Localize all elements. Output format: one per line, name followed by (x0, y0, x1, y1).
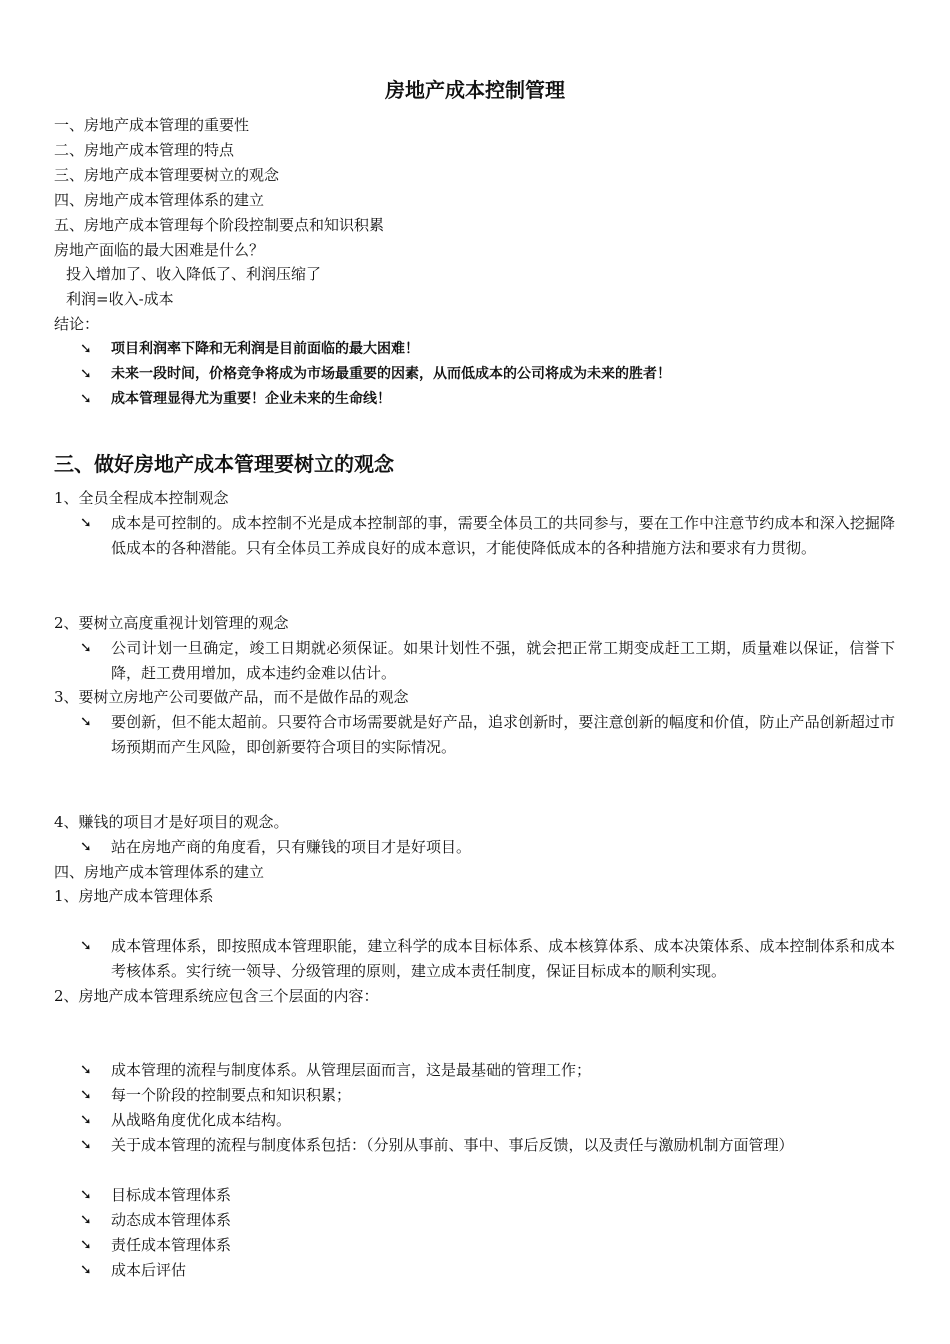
list-text: 从战略角度优化成本结构。 (111, 1111, 292, 1129)
answer-line-1: 投入增加了、收入降低了、利润压缩了 (66, 265, 322, 283)
conclusion-text: 成本管理显得尤为重要！企业未来的生命线！ (111, 391, 391, 407)
paragraph-text: 站在房地产商的角度看，只有赚钱的项目才是好项目。 (111, 838, 472, 856)
bullet-4-2-1 (80, 1058, 895, 1083)
arrow-bullet-icon: ➘ (80, 1112, 92, 1128)
arrow-bullet-icon: ➘ (80, 1137, 92, 1153)
arrow-bullet-icon: ➘ (80, 1062, 92, 1078)
list-text: 动态成本管理体系 (111, 1211, 232, 1229)
toc-item-3: 三、房地产成本管理要树立的观念 (54, 166, 280, 184)
paragraph-text: 成本管理体系，即按照成本管理职能，建立科学的成本目标体系、成本核算体系、成本决策体系、成本控制体系和成本考核体系。实行统一领导、分级管理的原则，建立成本责任制度，保证目标成本的顺利实现。 (111, 937, 895, 980)
subsection-4-2: 2、房地产成本管理系统应包含三个层面的内容： (54, 987, 379, 1005)
bullet-4-2-2 (80, 1083, 895, 1108)
system-item-3 (80, 1233, 895, 1258)
subsection-3-3: 3、要树立房地产公司要做产品，而不是做作品的观念 (54, 688, 409, 706)
conclusion-item-3 (80, 387, 895, 412)
conclusion-item-1 (80, 337, 895, 362)
toc-item-5: 五、房地产成本管理每个阶段控制要点和知识积累 (54, 216, 385, 234)
list-text: 成本后评估 (111, 1261, 187, 1279)
arrow-bullet-icon: ➘ (80, 1087, 92, 1103)
answer-line-2: 利润=收入-成本 (66, 290, 174, 308)
system-item-2 (80, 1208, 895, 1233)
paragraph-text: 成本是可控制的。成本控制不光是成本控制部的事，需要全体员工的共同参与，要在工作中注意节约成本和深入挖掘降低成本的各种潜能。只有全体员工养成良好的成本意识，才能使降低成本的各种措施方法和要求有力贯彻。 (111, 514, 895, 557)
subsection-4-1: 1、房地产成本管理体系 (54, 887, 214, 905)
bullet-3-3 (80, 710, 895, 760)
arrow-bullet-icon: ➘ (80, 1187, 92, 1203)
arrow-bullet-icon: ➘ (80, 1262, 92, 1278)
arrow-bullet-icon: ➘ (80, 341, 92, 357)
toc-item-4: 四、房地产成本管理体系的建立 (54, 191, 265, 209)
bullet-3-4 (80, 835, 895, 860)
paragraph-text: 公司计划一旦确定，竣工日期就必须保证。如果计划性不强，就会把正常工期变成赶工工期，质量难以保证，信誉下降，赶工费用增加，成本违约金难以估计。 (111, 639, 895, 682)
arrow-bullet-icon: ➘ (80, 839, 92, 855)
toc-item-1: 一、房地产成本管理的重要性 (54, 116, 250, 134)
list-text: 每一个阶段的控制要点和知识积累； (111, 1086, 352, 1104)
list-text: 目标成本管理体系 (111, 1186, 232, 1204)
subsection-3-1: 1、全员全程成本控制观念 (54, 489, 229, 507)
arrow-bullet-icon: ➘ (80, 366, 92, 382)
bullet-4-2-3 (80, 1108, 895, 1133)
conclusion-text: 未来一段时间，价格竞争将成为市场最重要的因素，从而低成本的公司将成为未来的胜者！ (111, 366, 671, 382)
arrow-bullet-icon: ➘ (80, 640, 92, 656)
paragraph-text: 要创新，但不能太超前。只要符合市场需要就是好产品，追求创新时，要注意创新的幅度和价值，防止产品创新超过市场预期而产生风险，即创新要符合项目的实际情况。 (111, 713, 895, 756)
arrow-bullet-icon: ➘ (80, 714, 92, 730)
bullet-4-2-4 (80, 1133, 895, 1158)
system-item-1 (80, 1183, 895, 1208)
list-text: 责任成本管理体系 (111, 1236, 232, 1254)
arrow-bullet-icon: ➘ (80, 938, 92, 954)
system-item-4 (80, 1258, 895, 1283)
document-title: 房地产成本控制管理 (385, 78, 565, 102)
arrow-bullet-icon: ➘ (80, 1212, 92, 1228)
arrow-bullet-icon: ➘ (80, 515, 92, 531)
subsection-3-4: 4、赚钱的项目才是好项目的观念。 (54, 813, 289, 831)
list-text: 成本管理的流程与制度体系。从管理层面而言，这是最基础的管理工作； (111, 1061, 592, 1079)
conclusion-item-2 (80, 362, 895, 387)
arrow-bullet-icon: ➘ (80, 391, 92, 407)
section-3-heading: 三、做好房地产成本管理要树立的观念 (54, 452, 394, 476)
bullet-3-2 (80, 636, 895, 686)
question-line: 房地产面临的最大困难是什么？ (54, 241, 265, 259)
conclusion-text: 项目利润率下降和无利润是目前面临的最大困难！ (111, 341, 419, 357)
toc-item-2: 二、房地产成本管理的特点 (54, 141, 235, 159)
bullet-3-1 (80, 511, 895, 561)
arrow-bullet-icon: ➘ (80, 1237, 92, 1253)
section-4-heading: 四、房地产成本管理体系的建立 (54, 863, 265, 881)
list-text: 关于成本管理的流程与制度体系包括：（分别从事前、事中、事后反馈，以及责任与激励机制方面管理） (111, 1136, 794, 1154)
conclusion-label: 结论： (54, 315, 100, 333)
bullet-4-1 (80, 934, 895, 984)
subsection-3-2: 2、要树立高度重视计划管理的观念 (54, 614, 289, 632)
